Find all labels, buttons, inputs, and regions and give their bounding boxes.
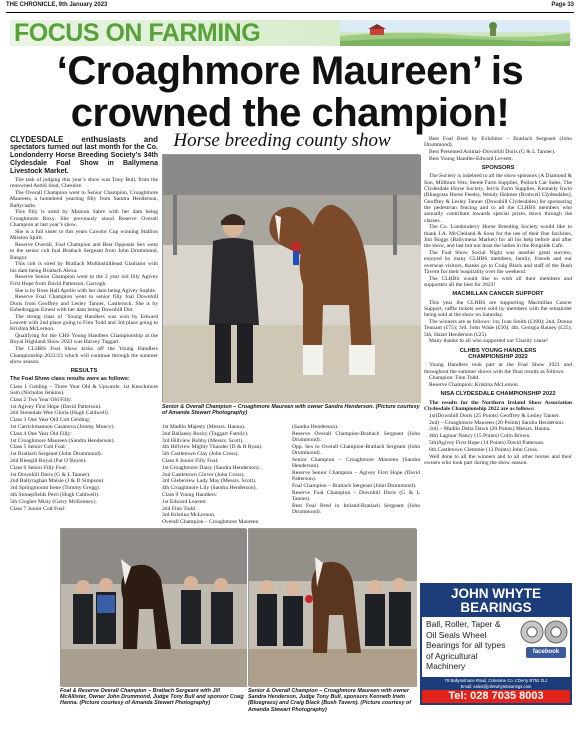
result-line: 2nd Castletown Clover (John Cross). bbox=[162, 471, 245, 478]
advert-title: JOHN WHYTE BEARINGS bbox=[422, 585, 570, 617]
nisa-line: Well done to all the winners and to all other horses and their owners who took part during the show season. bbox=[424, 453, 572, 466]
result-line: 3rd Kristina McLernon. bbox=[162, 512, 216, 519]
article-paragraph: This filly is sired by Mission Sabre with her dam being Croaghmore Roxy. She previously stood Reserve Overall Champion at last year’s show. bbox=[10, 209, 158, 229]
section-banner bbox=[10, 20, 570, 46]
nisa-line: 6th Castletown Clemmie (13 Points) John Cross. bbox=[429, 446, 539, 453]
award-line: Best Foal Bred by Exhibitor – Bratlach Sergeant (John Drummond). bbox=[424, 136, 572, 149]
bearing-icon bbox=[518, 619, 570, 645]
result-line: Best Foal Bred in Ireland-Bratlach Sergeant (John Drummond). bbox=[292, 503, 420, 516]
result-line: 3rd Springmount Irene (Tommy Gregg). bbox=[10, 485, 101, 492]
article-paragraph: The task of judging this year’s show was Tony Bull, from the renowned Astbil Stud, Cheshire. bbox=[10, 177, 158, 190]
result-line: 5th Clogher Misty (Gerry McKenney). bbox=[10, 498, 97, 505]
result-line: Reserve Overall Champion-Bratlach Sergeant (John Drummond). bbox=[292, 430, 420, 444]
article-paragraph: Reserve Foal Champion went to senior filly foal Downhill Doris from Geoffrey and Lesley Tanner, Castlerock. She is by Enhedraggan Ernest with her dam being Downhill Dot. bbox=[10, 294, 158, 313]
macmillan-paragraph: This year the CLHBS are supporting Macmillan Cancer Support, raffle tickets were sold by members with the remainder being sold at the show on Saturday. bbox=[424, 299, 572, 319]
sponsor-paragraph: The Foal Show Social Night was another great success, enjoyed by many CLHBS members, family, friends and our overseas visitors, thanks go to Craig Black and staff of the Bush Tavern for their hospitality over the weekend. bbox=[424, 250, 572, 275]
article-paragraphs bbox=[10, 177, 158, 365]
result-line: 4th Hillview Mighty Thunder (D & R Ryan). bbox=[162, 444, 263, 451]
result-line: 1st Croaghmore Maureen (Sandra Henderson). bbox=[10, 437, 115, 444]
result-line: 1st Downhill Doris (G & L Tanner). bbox=[10, 471, 91, 478]
article-lead: CLYDESDALE enthusiasts and spectators turned out last month for the Co. Londonderry Horse Breeding Society’s 34th Clydesdale Foal Show in Ballymena Livestock Market. bbox=[10, 135, 158, 175]
sponsor-paragraph: The CLHBS would like to wish all their members and supporters all the best for 2023! bbox=[424, 275, 572, 289]
nisa-line: 1st)Downhill Doris (25 Points) Geoffrey & Lesley Tanner. bbox=[429, 412, 560, 419]
result-line: Overall Champion – Croaghmore Maureen bbox=[162, 519, 259, 526]
award-line: Best Young Handler-Edward Leveett. bbox=[429, 155, 513, 162]
result-line: 3rd Glebeview Lady May (Messrs. Scott). bbox=[162, 478, 257, 485]
result-line: 2nd Bleegill Royal (Pat O’Boyle). bbox=[10, 457, 87, 464]
main-photo-caption: Senior & Overall Champion – Croaghmore Maureen with owner Sandra Henderson. (Picture courtesy of Amanda Stewart Photography) bbox=[162, 404, 420, 417]
article-paragraph: The strong class of ‘Young Handlers was won by Edward Leavett with 2nd place going to Finn Todd and 3rd place going to Kristina McLernon. bbox=[10, 313, 158, 333]
result-line: 1st Croaghmore Daisy (Sandra Henderson). bbox=[162, 464, 261, 471]
result-line: 4th Croaghmore Lily (Sandra Henderson). bbox=[162, 485, 257, 492]
result-line: Class 3 One Year Old Colt Gelding: bbox=[10, 417, 91, 424]
result-line: 1st Bratlach Sergeant (John Drummond). bbox=[10, 451, 103, 458]
article-paragraph: Reserve Overall, Foal Champion and Best Opposite Sex went to the senior colt foal Bratlach Sergeant from John Drummond, Bangor. bbox=[10, 241, 158, 261]
article-paragraph: She is by Roes Hall Apollo with her dam being Agivey Sophie. bbox=[15, 287, 157, 294]
result-line: Senior Champion – Croaghmore Maureen (Sandra Henderson). bbox=[292, 456, 420, 470]
article-column-4 bbox=[424, 136, 572, 576]
result-line: Class 6 Senior Filly Foal: bbox=[10, 464, 68, 471]
advert-john-whyte-bearings[interactable] bbox=[420, 583, 572, 705]
main-photo bbox=[162, 154, 420, 402]
sponsor-paragraph: The Society is indebted to all the show sponsors (A Diamond & Son, Millburn Vets, Steele Farm Supplies, Pollock Car Sales, The Clydesdale Horse Society, Jervis Farm Supplies, Kennedy Irwin (Bluegrass Horse Feeds), Wendy Holmes (Bratwell Clydesdales), Geoffrey & Lesley Tanner (Downhill Clydesdales) for sponsoring the pedestrian fencing and to all the CLHBS members who annually contribute towards special prizes down through the classes. bbox=[424, 173, 572, 224]
result-line: Opp. Sex to Overall Champion-Bratlach Sergeant (John Drummond). bbox=[292, 443, 420, 457]
results-list bbox=[10, 384, 158, 512]
result-line: Class 7 Junior Colt Foal: bbox=[10, 505, 66, 512]
nisa-line: 4th) Lagmar Nancy (15 Points) Colin Brown. bbox=[429, 433, 531, 440]
result-line: 1st Edward Leavett. bbox=[162, 498, 207, 505]
headline-line-2: crowned the champion! bbox=[70, 91, 510, 135]
bottom-left-photo bbox=[60, 528, 246, 686]
result-line: Class 5 Senior Colt Foal: bbox=[10, 444, 67, 451]
banner-field-image bbox=[340, 20, 570, 46]
result-line: 2nd Finn Todd. bbox=[162, 505, 197, 512]
nisa-heading: NISA CLYDESDALE CHAMPIONSHIP 2022 bbox=[440, 391, 556, 398]
nisa-line: 3rd) – Madlin Delta Dawn (20 Points) Messrs. Hanna. bbox=[429, 426, 551, 433]
macmillan-paragraph: Many thanks to all who supported our Charity cause! bbox=[429, 338, 548, 345]
macmillan-paragraph: The winners are as follows: 1st, Ivan Smith (£100); 2nd, Donna Tennant (£75); 3rd, John Wade (£50); 4th, Georgia Rainey (£25); 5th, Hazel Henderson (£25). bbox=[424, 319, 572, 338]
page-header bbox=[6, 2, 574, 12]
young-handlers-line: Reserve Champion: Kristina McLernon. bbox=[429, 382, 520, 389]
result-line: 2nd Ballyraghan Maisie (J & D Simpson). bbox=[10, 478, 105, 485]
header-rule bbox=[6, 12, 574, 13]
result-line: Class 2 Two Year Old Filly: bbox=[10, 396, 73, 403]
article-paragraph: This colt is sired by Bratlach Mollinshillhead Gladiator with his dam being Bratlach Alexa. bbox=[10, 261, 158, 274]
article-paragraph: The CLHBS Foal Show kicks off the Young Handlers Championship 2022/23 which will continue through the summer show season. bbox=[10, 346, 158, 365]
results-subheading: The Foal Show class results were as follows: bbox=[10, 376, 130, 383]
result-line: 1st Madlin Majesty (Messrs. Hanna). bbox=[162, 424, 246, 430]
article-paragraph: The Overall Champion went to Senior Champion, Croaghmore Maureen, a homebred yearling filly from Sandra Henderson, Ballycastle. bbox=[10, 190, 158, 209]
nisa-lead: The results for the Northern Ireland Show Association Clydesdale Championship 2022 are as follows: bbox=[424, 399, 572, 413]
result-line: 5th Castletown Clay (John Cross). bbox=[162, 451, 239, 458]
headline bbox=[10, 50, 570, 134]
article-paragraph: Qualifying for the CHS Young Handlers Championship at the Royal Highland Show 2023 was Harvey Taggart. bbox=[10, 333, 158, 346]
result-line: 3rd Hillview Bobby (Messrs. Scott). bbox=[162, 437, 244, 444]
article-paragraph: Reserve Senior Champion went to the 2 year old filly Agivey First Hope from David Patterson, Garvagh. bbox=[10, 274, 158, 287]
result-line: Class 1 Gelding – Three Year Old & Upwards: 1st Knockmore Sam (Nicholas Jenkins). bbox=[10, 383, 158, 396]
result-line: Class 4 One Year Old Filly: bbox=[10, 430, 72, 437]
page-number: Page 33 bbox=[551, 2, 574, 8]
results-column-3 bbox=[292, 424, 420, 520]
young-handlers-heading: CLHBS YOUNG HANDLERS bbox=[459, 347, 537, 354]
sponsor-paragraph: The Co. Londonderry Horse Breeding Society would like to thank J.A. McClelland & Sons for the use of their fine facilities, Jim Boggs (Ballymena Market) for all his help before and after the show, and last but not least the ladies in the Ringside Cafe. bbox=[424, 224, 572, 250]
bottom-right-caption: Senior & Overall Champion – Croaghmore Maureen with owner Sandra Henderson, Judge Tony Bull, sponsors Kenneth Irwin (Bluegrass) and Craig Black (Bush Tavern). (Picture courtesy of Amanda Stewart Photography) bbox=[248, 688, 412, 713]
bottom-right-photo bbox=[248, 528, 416, 686]
result-line: 1st Carrickmannon Casanova (Jimmy Muncy). bbox=[10, 423, 115, 430]
result-line: Foal Champion – Bratlach Sergeant (John Drummond). bbox=[292, 483, 417, 490]
result-line: (Sandra Henderson). bbox=[292, 424, 339, 430]
award-line: Best Presented Animal–Downhill Doris (G & L Tanner). bbox=[429, 149, 556, 156]
article-paragraph: She is a full sister to this years Cawdor Cup winning Stallion Mission Spirit. bbox=[10, 228, 158, 242]
young-handlers-line: Champion: Finn Todd. bbox=[429, 375, 480, 382]
results-heading: RESULTS bbox=[70, 368, 98, 375]
result-line: Class 8 Junior Filly Foal: bbox=[162, 457, 219, 464]
results-column-2 bbox=[162, 424, 288, 526]
advert-telephone[interactable]: Tel: 028 7035 8003 bbox=[422, 690, 570, 703]
photo-feature-title: Horse breeding county show bbox=[173, 130, 391, 151]
result-line: 4th Stonepfields Perri (Hugh Caldwell). bbox=[10, 491, 100, 498]
young-handlers-subheading: CHAMPIONSHIP 2022 bbox=[468, 354, 528, 360]
result-line: Reserve Foal Champion - Downhill Doris (G & L Tanner). bbox=[292, 489, 420, 503]
facebook-icon[interactable]: facebook bbox=[526, 647, 566, 658]
macmillan-heading: MACMILLAN CANCER SUPPORT bbox=[452, 291, 544, 298]
headline-line-1: ‘Croaghmore Maureen’ is bbox=[56, 49, 524, 93]
nisa-line: 5th)Agivey First Hope (14 Points) David Patterson. bbox=[429, 440, 545, 447]
sponsors-heading: SPONSORS bbox=[481, 165, 515, 172]
bottom-left-caption: Foal & Reserve Overall Champion – Bratlach Sergeant with Jill McAllister, Owner John Drummond, Judge Tony Bull and sponsor Craig Hanna. (Picture courtesy of Amanda Stewart Photography) bbox=[60, 688, 244, 707]
advert-body: Ball, Roller, Taper & Oil Seals Wheel Bearings for all types of Agricultural Machinery bbox=[426, 619, 506, 671]
publication-date: THE CHRONICLE, 9th January 2023 bbox=[6, 2, 108, 8]
result-line: Class 9 Young Handlers: bbox=[162, 491, 218, 498]
result-line: 2nd Stonedale Wee Gloria (Hugh Caldwell). bbox=[10, 410, 110, 417]
advert-address: 78 Ballyrashane Road, Coleraine Co. L’Derry BT52 2LJ Email: sales@johnwhytebearings.com bbox=[422, 677, 570, 690]
result-line: 1st Agivey First Hope (David Patterson). bbox=[10, 403, 102, 410]
section-title: FOCUS ON FARMING bbox=[14, 19, 261, 47]
young-handlers-line: Young Handlers took part at the Foal Show 2021 and throughout the summer shows with the final results as follows: bbox=[424, 362, 572, 375]
result-line: Reserve Senior Champion – Agivey First Hope (David Patterson). bbox=[292, 470, 420, 483]
result-line: 2nd Ballaney Rocky (Taggart Family). bbox=[162, 430, 249, 437]
nisa-line: 2nd) – Croaghmore Maureen (20 Points) Sandra Henderson. bbox=[429, 419, 565, 426]
